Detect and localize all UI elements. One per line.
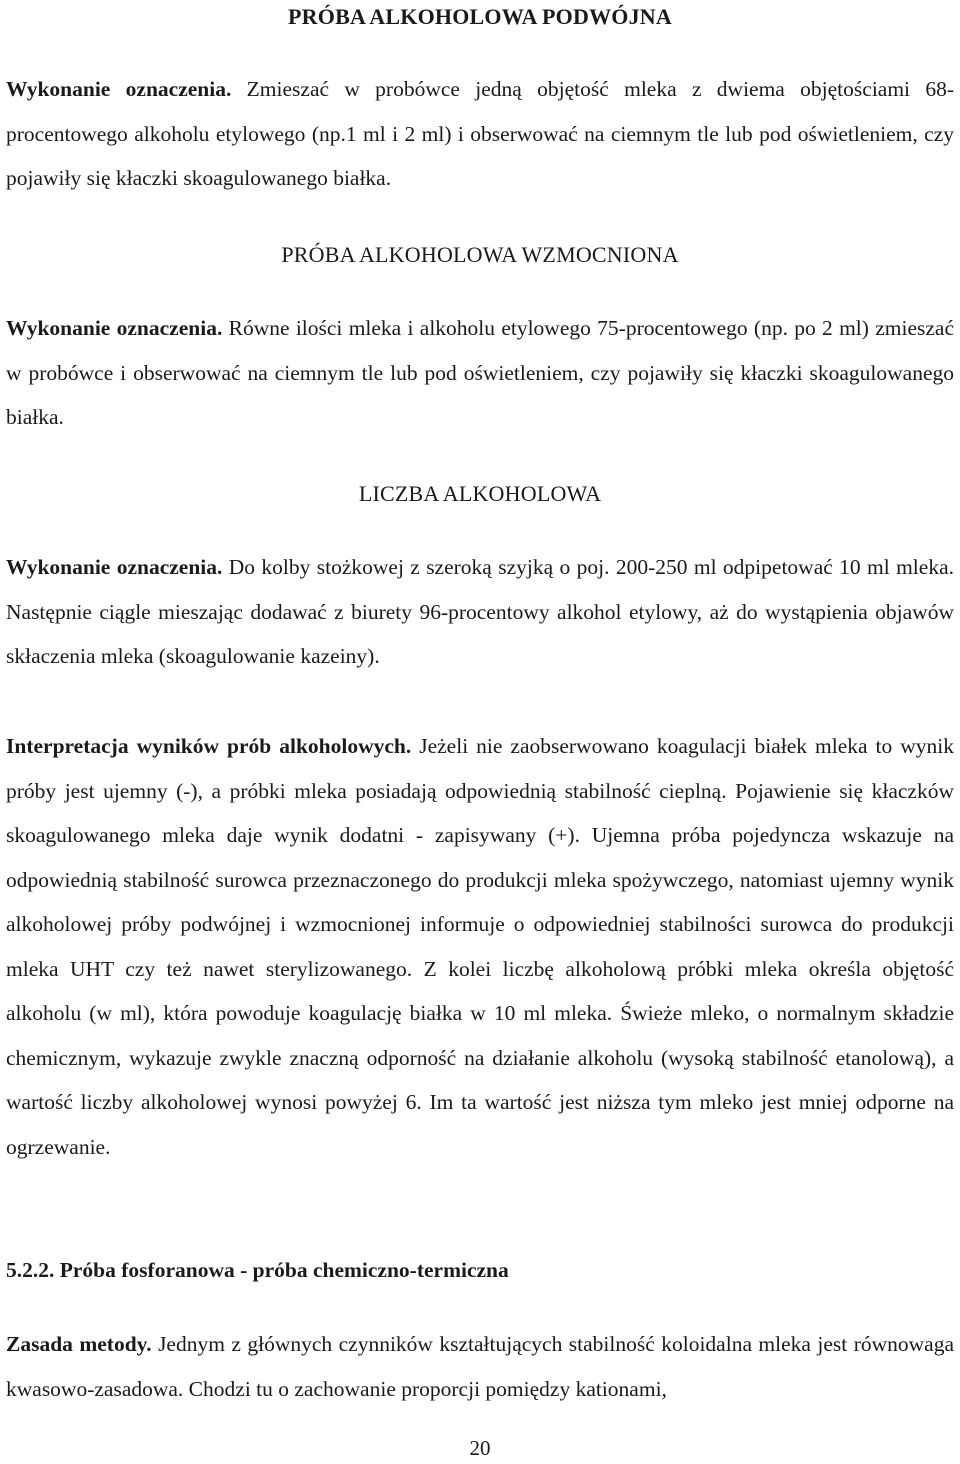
paragraph-text: Jednym z głównych czynników kształtujących stabilność koloidalna mleka jest równowaga kwasowo-zasadowa. Chodzi tu o zachowanie proporcji pomiędzy kationami, <box>6 1332 954 1401</box>
paragraph-text: Zmieszać w probówce jedną objętość mleka z dwiema objętościami 68-procentowego alkoholu etylowego (np.1 ml i 2 ml) i obserwować na ciemnym tle lub pod oświetleniem, czy pojawiły się kłaczki skoagulowanego białka. <box>6 77 954 190</box>
paragraph-wzmocniona <box>6 306 954 440</box>
lead-wykonanie-oznaczenia: Wykonanie oznaczenia. <box>6 555 223 579</box>
paragraph-podwojna <box>6 67 954 201</box>
subsection-title <box>6 1255 509 1285</box>
paragraph-interpretacja <box>6 724 954 1169</box>
lead-wykonanie-oznaczenia: Wykonanie oznaczenia. <box>6 316 223 340</box>
paragraph-text: Jeżeli nie zaobserwowano koagulacji białek mleka to wynik próby jest ujemny (-), a próbki mleka posiadają odpowiednią stabilność cieplną. Pojawienie się kłaczków skoagulowanego mleka daje wynik dodatni - zapisywany (+). Ujemna próba pojedyncza wskazuje na odpowiednią stabilność surowca przeznaczonego do produkcji mleka spożywczego, natomiast ujemny wynik alkoholowej próby podwójnej i wzmocnionej informuje o odpowiedniej stabilności surowca do produkcji mleka UHT czy też nawet sterylizowanego. Z kolei liczbę alkoholową próbki mleka określa objętość alkoholu (w ml), która powoduje koagulację białka w 10 ml mleka. Świeże mleko, o normalnym składzie chemicznym, wykazuje zwykle znaczną odporność na działanie alkoholu (wysoką stabilność etanolową), a wartość liczby alkoholowej wynosi powyżej 6. Im ta wartość jest niższa tym mleko jest mniej odporne na ogrzewanie. <box>6 734 954 1159</box>
document-page <box>6 0 954 1464</box>
paragraph-zasada-metody <box>6 1322 954 1411</box>
lead-zasada-metody: Zasada metody. <box>6 1332 152 1356</box>
paragraph-liczba-alkoholowa <box>6 545 954 679</box>
heading-proba-podwojna: PRÓBA ALKOHOLOWA PODWÓJNA <box>288 4 672 29</box>
heading-liczba-alkoholowa: LICZBA ALKOHOLOWA <box>358 481 602 506</box>
page-number: 20 <box>469 1436 491 1460</box>
subsection-number: 5.2.2. <box>6 1258 55 1282</box>
paragraph-text: Do kolby stożkowej z szeroką szyjką o poj. 200-250 ml odpipetować 10 ml mleka. Następnie ciągle mieszając dodawać z biurety 96-procentowy alkohol etylowy, aż do wystąpienia objawów skłaczenia mleka (skoagulowanie kazeiny). <box>6 555 954 668</box>
lead-interpretacja: Interpretacja wyników prób alkoholowych. <box>6 734 412 758</box>
lead-wykonanie-oznaczenia: Wykonanie oznaczenia. <box>6 77 232 101</box>
heading-proba-wzmocniona: PRÓBA ALKOHOLOWA WZMOCNIONA <box>281 242 679 267</box>
subsection-name: Próba fosforanowa - próba chemiczno-termiczna <box>59 1258 509 1282</box>
paragraph-text: Równe ilości mleka i alkoholu etylowego 75-procentowego (np. po 2 ml) zmieszać w probówce i obserwować na ciemnym tle lub pod oświetleniem, czy pojawiły się kłaczki skoagulowanego białka. <box>6 316 954 429</box>
